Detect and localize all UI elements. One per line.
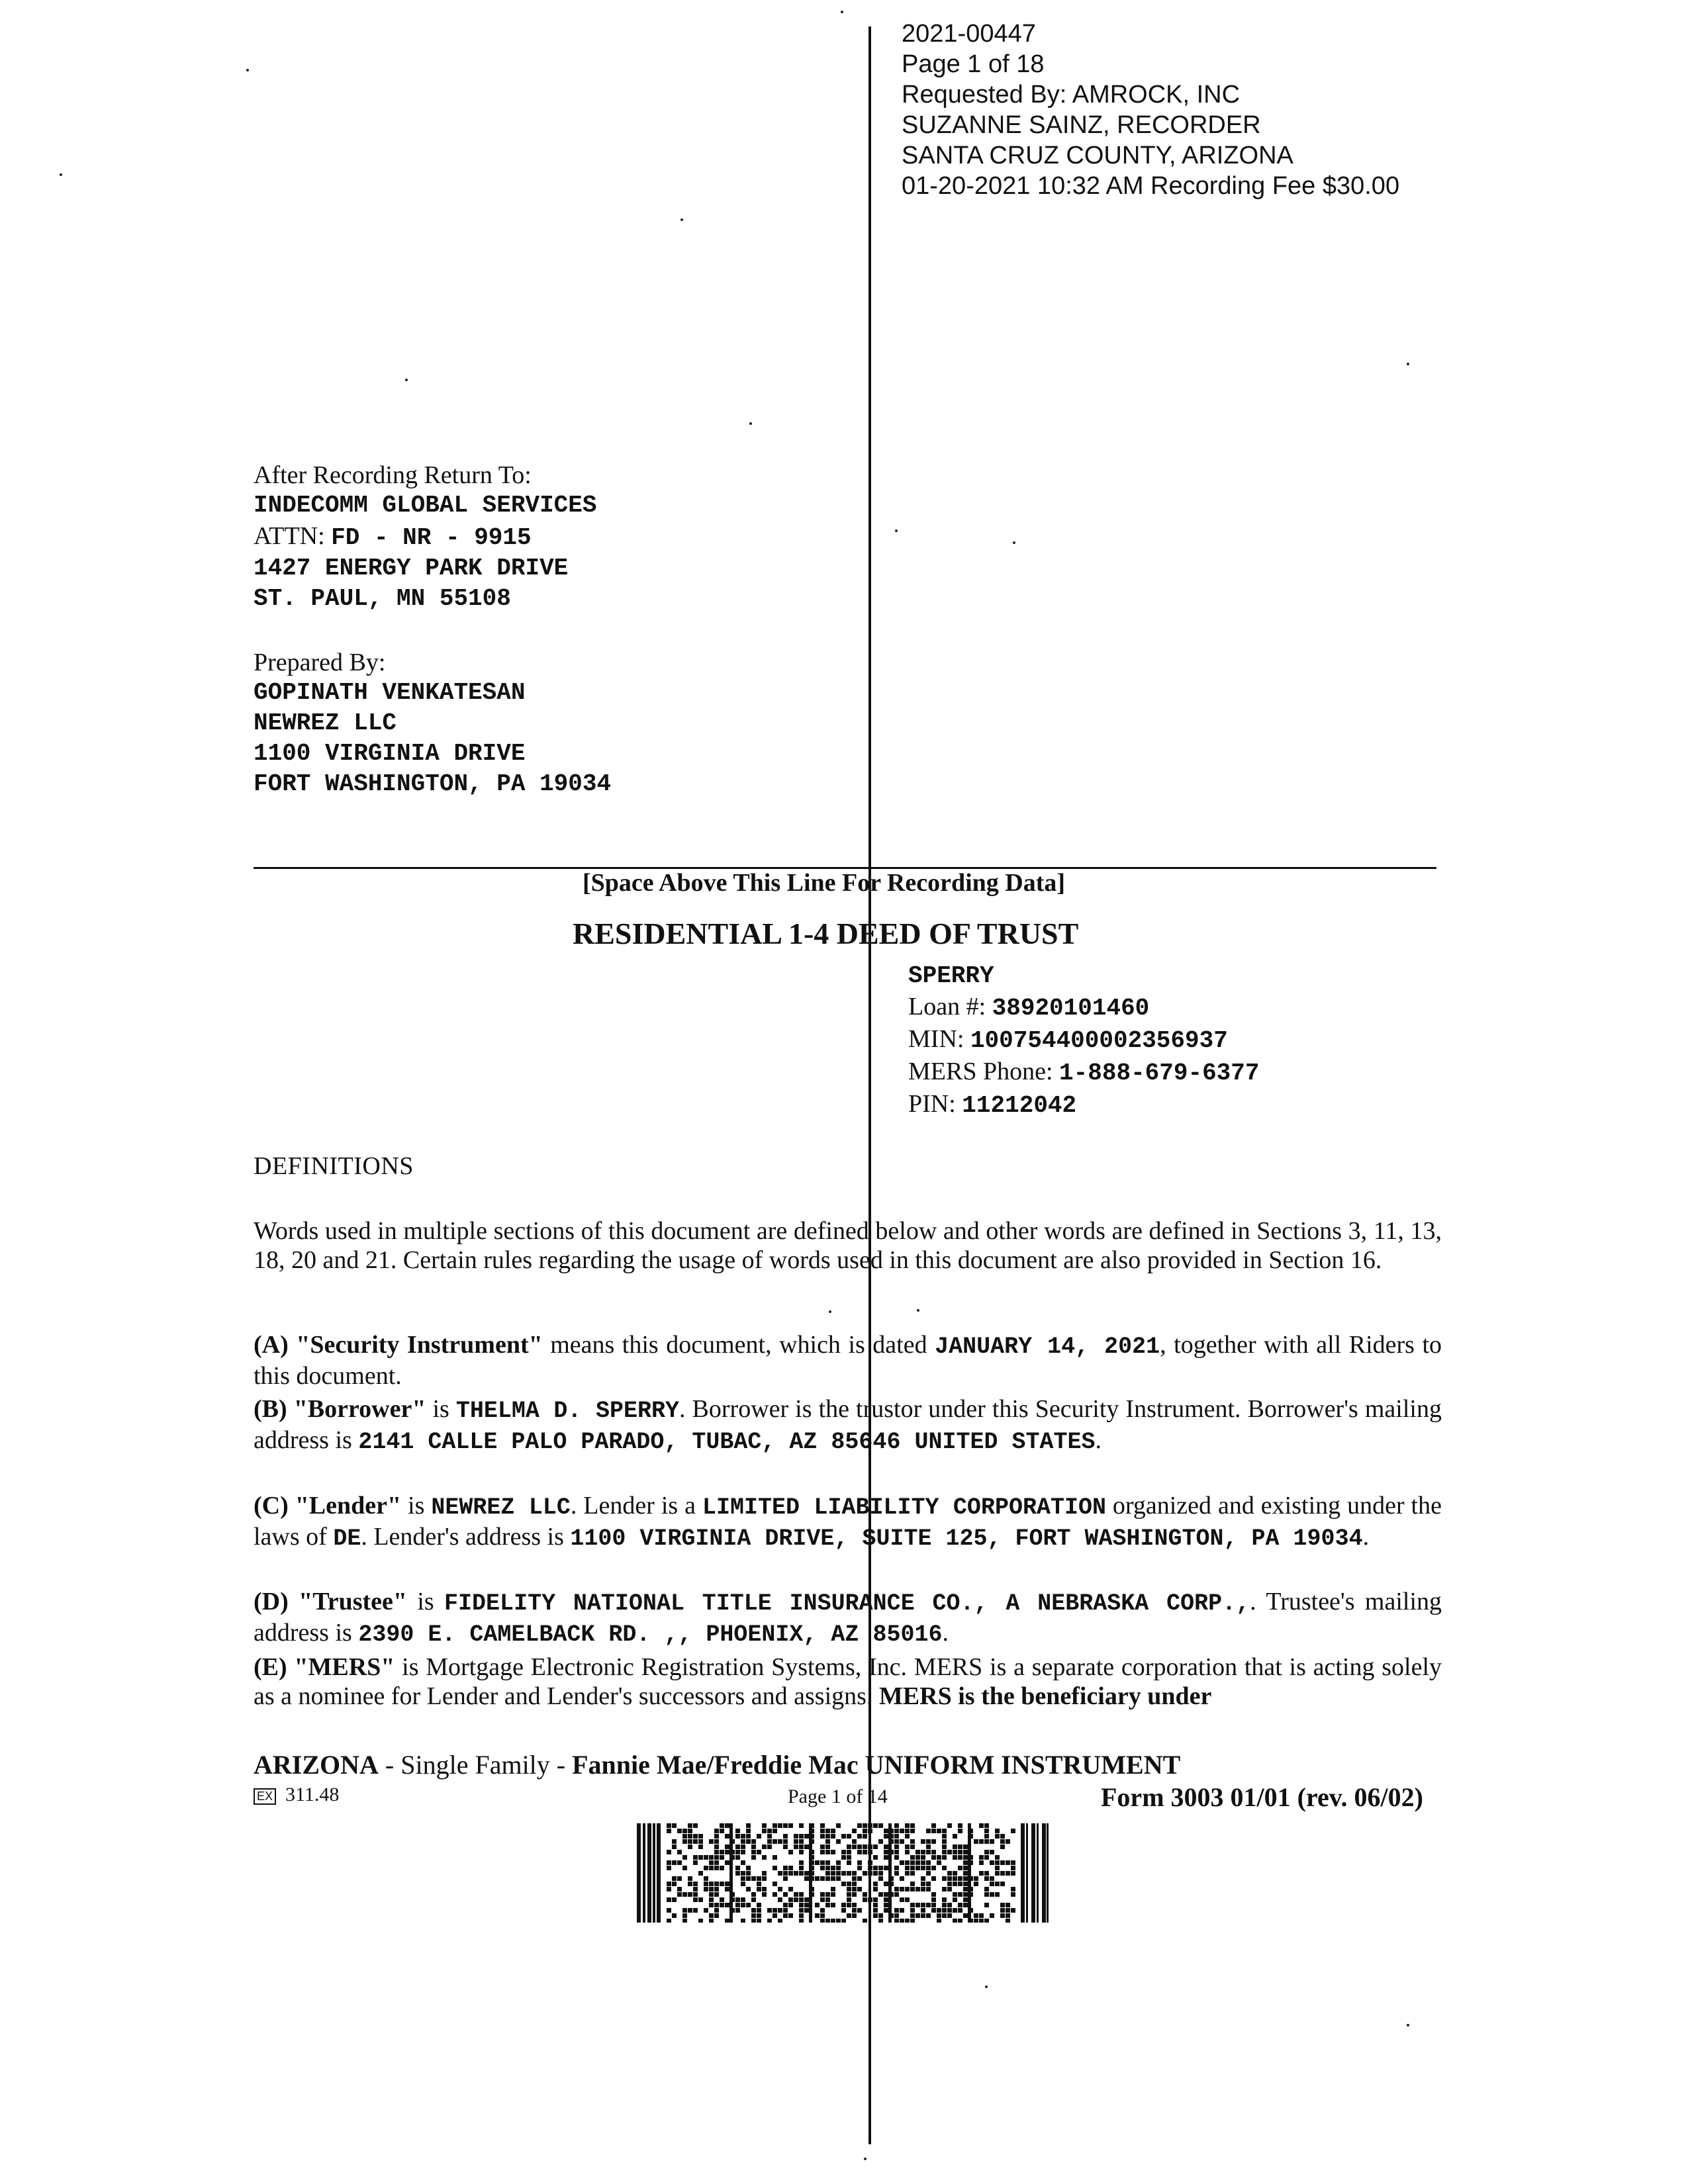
min-value: 100754400002356937	[970, 1027, 1228, 1054]
scan-speck	[864, 2158, 867, 2160]
pin-value: 11212042	[962, 1092, 1077, 1119]
definition-a	[254, 1330, 1442, 1390]
return-to-block	[254, 460, 596, 614]
def-text: organized and existing under the laws of	[254, 1492, 1442, 1551]
definitions-heading: DEFINITIONS	[254, 1152, 414, 1180]
scan-speck	[841, 11, 843, 13]
def-text: is	[426, 1395, 456, 1423]
scan-speck	[680, 218, 683, 221]
footer-state: ARIZONA	[254, 1750, 379, 1780]
stamp-line: SANTA CRUZ COUNTY, ARIZONA	[902, 142, 1293, 169]
pin-number	[908, 1089, 1260, 1121]
return-to-attn	[254, 521, 596, 553]
definition-e	[254, 1653, 1442, 1711]
stamp-line: 01-20-2021 10:32 AM Recording Fee $30.00	[902, 172, 1400, 200]
barcode-icon	[637, 1823, 1051, 1923]
ex-box-icon: EX	[254, 1788, 276, 1805]
scan-speck	[1407, 2024, 1409, 2026]
lender-state: DE	[333, 1525, 361, 1552]
scan-speck	[895, 529, 898, 532]
def-text: .	[1362, 1523, 1370, 1551]
definitions-intro: Words used in multiple sections of this document are defined below and other words are defined in Sections 3, 11, 13, 18, 20 and 21. Certain rules regarding the usage of words used in this document are also provided in Section 16.	[254, 1217, 1442, 1274]
lender-address: 1100 VIRGINIA DRIVE, SUITE 125, FORT WASHINGTON, PA 19034	[570, 1525, 1363, 1552]
scan-speck	[60, 173, 62, 176]
loan-number	[908, 991, 1260, 1024]
def-text: .	[1095, 1426, 1102, 1454]
stamp-line: 2021-00447	[902, 20, 1036, 48]
scan-speck	[246, 69, 249, 71]
trustee-address: 2390 E. CAMELBACK RD. ,, PHOENIX, AZ 85016	[358, 1621, 943, 1648]
prepared-by-label: Prepared By:	[254, 649, 386, 676]
def-bold-text: MERS is the beneficiary under	[878, 1682, 1212, 1710]
return-to-line: ST. PAUL, MN 55108	[254, 585, 511, 612]
footer-page-number: Page 1 of 14	[788, 1786, 888, 1807]
attn-label: ATTN:	[254, 522, 325, 550]
def-text: . Lender is a	[570, 1492, 702, 1520]
stamp-line: Page 1 of 18	[902, 50, 1045, 78]
term: (E) "MERS"	[254, 1653, 395, 1681]
return-to-line: 1427 ENERGY PARK DRIVE	[254, 555, 569, 582]
def-text: is	[407, 1588, 445, 1615]
term: (A) "Security Instrument"	[254, 1331, 543, 1359]
form-footer	[254, 1749, 1180, 1780]
stamp-line: Requested By: AMROCK, INC	[902, 81, 1241, 109]
dated-value: JANUARY 14, 2021	[935, 1334, 1160, 1360]
loan-label: Loan #:	[908, 993, 986, 1021]
definition-d	[254, 1587, 1442, 1649]
term: (C) "Lender"	[254, 1492, 402, 1520]
footer-uniform: Fannie Mae/Freddie Mac UNIFORM INSTRUMENT	[572, 1750, 1181, 1780]
scan-speck	[829, 1310, 831, 1313]
def-text: , together with all Riders to this document.	[254, 1331, 1442, 1390]
borrower-surname: SPERRY	[908, 962, 994, 989]
definition-c	[254, 1491, 1442, 1553]
return-to-line: INDECOMM GLOBAL SERVICES	[254, 492, 597, 519]
attn-value: FD - NR - 9915	[331, 524, 532, 551]
def-text: . Trustee's mailing address is	[254, 1588, 1442, 1647]
term: (B) "Borrower"	[254, 1395, 426, 1423]
def-text: is	[401, 1492, 432, 1520]
def-text: means this document, which is dated	[542, 1331, 935, 1359]
document-title: RESIDENTIAL 1-4 DEED OF TRUST	[573, 917, 1079, 950]
footer-sep: - Single Family -	[378, 1750, 573, 1780]
def-text: . Lender's address is	[361, 1523, 571, 1551]
mers-phone-value: 1-888-679-6377	[1059, 1060, 1260, 1087]
loan-value: 38920101460	[992, 995, 1150, 1022]
mers-phone	[908, 1056, 1260, 1089]
borrower-address: 2141 CALLE PALO PARADO, TUBAC, AZ 85646 UNITED STATES	[358, 1429, 1096, 1455]
scan-speck	[749, 422, 752, 425]
prepared-by-line: 1100 VIRGINIA DRIVE	[254, 740, 526, 767]
min-number	[908, 1024, 1260, 1056]
stamp-line: SUZANNE SAINZ, RECORDER	[902, 111, 1261, 139]
footer-code-value: 311.48	[285, 1784, 340, 1805]
loan-info-block	[908, 961, 1260, 1121]
term: (D) "Trustee"	[254, 1588, 407, 1615]
scan-speck	[1407, 363, 1409, 365]
def-text: is Mortgage Electronic Registration Systems, Inc. MERS is a separate corporation that is acting solely as a nominee for Lender and Lender's successors and assigns.	[254, 1653, 1442, 1710]
prepared-by-line: NEWREZ LLC	[254, 709, 397, 737]
pin-label: PIN:	[908, 1090, 956, 1118]
borrower-name: THELMA D. SPERRY	[455, 1398, 679, 1424]
lender-entity: LIMITED LIABILITY CORPORATION	[702, 1494, 1106, 1521]
prepared-by-line: FORT WASHINGTON, PA 19034	[254, 770, 612, 797]
min-label: MIN:	[908, 1025, 964, 1053]
def-text: . Borrower is the trustor under this Security Instrument. Borrower's mailing address is	[254, 1395, 1442, 1454]
recording-stamp	[902, 19, 1399, 201]
scan-speck	[917, 1309, 919, 1312]
def-text: .	[942, 1619, 949, 1647]
definition-b	[254, 1394, 1442, 1457]
lender-name: NEWREZ LLC	[431, 1494, 571, 1521]
return-to-label: After Recording Return To:	[254, 461, 532, 489]
footer-code	[254, 1784, 339, 1806]
scan-speck	[1013, 541, 1015, 544]
space-above-caption: [Space Above This Line For Recording Data]	[583, 869, 1066, 897]
footer-form-number: Form 3003 01/01 (rev. 06/02)	[1101, 1782, 1423, 1812]
prepared-by-block	[254, 647, 611, 799]
mers-phone-label: MERS Phone:	[908, 1058, 1053, 1085]
prepared-by-line: GOPINATH VENKATESAN	[254, 679, 526, 706]
scan-speck	[405, 379, 408, 381]
trustee-name: FIDELITY NATIONAL TITLE INSURANCE CO., A NEBRASKA CORP.,	[444, 1590, 1250, 1617]
scan-speck	[985, 1985, 988, 1988]
